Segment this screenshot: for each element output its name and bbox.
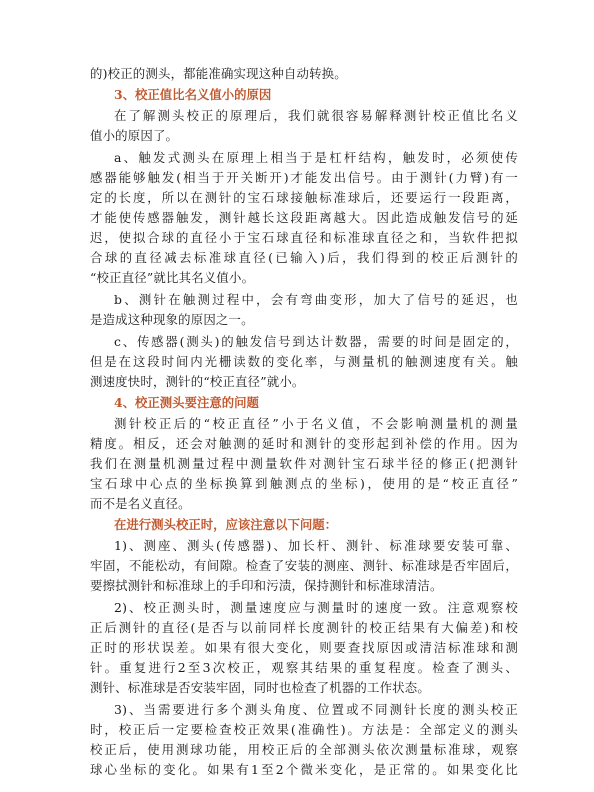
text-line: 校正后，使用测球功能，用校正后的全部测头依次测量标准球，观察	[90, 742, 518, 757]
text-line: 定的长度，所以在测针的宝石球接触标准球后，还要运行一段距离，	[90, 190, 518, 205]
text-line: 是造成这种现象的原因之一。	[90, 312, 254, 327]
text-line: 测针校正后的“校正直径”小于名义值，不会影响测量机的测量	[114, 416, 518, 431]
text-line: 而不是名义直径。	[90, 496, 191, 511]
section-heading: 在进行测头校正时，应该注意以下问题：	[114, 517, 338, 532]
text-line: 时，校正后一定要检查校正效果(准确性)。方法是：全部定义的测头	[90, 722, 518, 737]
text-line: 迟，使拟合球的直径小于宝石球直径和标准球直径之和，当软件把拟	[90, 230, 518, 245]
text-line: 但是在这段时间内光栅读数的变化率，与测量机的触测速度有关。触	[90, 354, 518, 369]
text-line: 才能使传感器触发，测针越长这段距离越大。因此造成触发信号的延	[90, 210, 518, 225]
text-line: 球心坐标的变化。如果有1至2个微米变化，是正常的。如果变化比	[90, 762, 518, 777]
text-line: 在了解测头校正的原理后，我们就很容易解释测针校正值比名义	[114, 108, 518, 123]
text-line: c、传感器(测头)的触发信号到达计数器，需要的时间是固定的，	[114, 334, 518, 349]
text-line: 测针、标准球是否安装牢固，同时也检查了机器的工作状态。	[90, 680, 430, 695]
text-line: 牢固，不能松动，有间隙。检查了安装的测座、测针、标准球是否牢固后，	[90, 558, 518, 573]
text-line: 3)、当需要进行多个测头角度、位置或不同测针长度的测头校正	[114, 702, 518, 717]
text-line: “校正直径”就比其名义值小。	[90, 270, 255, 285]
text-line: 正后测针的直径(是否与以前同样长度测针的校正结果有大偏差)和校	[90, 620, 518, 635]
text-line: 的)校正的测头，都能准确实现这种自动转换。	[90, 66, 347, 81]
text-line: 感器能够触发(相当于开关断开)才能发出信号。由于测针(力臂)有一	[90, 170, 518, 185]
text-line: b、测针在触测过程中，会有弯曲变形，加大了信号的延迟，也	[114, 292, 518, 307]
text-line: 要擦拭测针和标准球上的手印和污渍，保持测针和标准球清洁。	[90, 578, 443, 593]
text-line: 宝石球中心点的坐标换算到触测点的坐标)，使用的是“校正直径”	[90, 476, 518, 491]
text-line: 精度。相反，还会对触测的延时和测针的变形起到补偿的作用。因为	[90, 436, 518, 451]
text-line: 2)、校正测头时，测量速度应与测量时的速度一致。注意观察校	[114, 600, 518, 615]
text-line: 合球的直径减去标准球直径(已输入)后，我们得到的校正后测针的	[90, 250, 518, 265]
text-line: 我们在测量机测量过程中测量软件对测针宝石球半径的修正(把测针	[90, 456, 518, 471]
section-heading: 3、校正值比名义值小的原因	[114, 87, 272, 102]
text-line: 针。重复进行2至3次校正，观察其结果的重复程度。检查了测头、	[90, 660, 518, 675]
text-line: 测速度快时，测针的“校正直径”就小。	[90, 374, 305, 389]
text-line: a、触发式测头在原理上相当于是杠杆结构，触发时，必须使传	[114, 150, 518, 165]
text-line: 1)、测座、测头(传感器)、加长杆、测针、标准球要安装可靠、	[114, 538, 518, 553]
section-heading: 4、校正测头要注意的问题	[114, 395, 259, 410]
text-line: 值小的原因了。	[90, 128, 179, 143]
text-line: 正时的形状误差。如果有很大变化，则要查找原因或清洁标准球和测	[90, 640, 518, 655]
